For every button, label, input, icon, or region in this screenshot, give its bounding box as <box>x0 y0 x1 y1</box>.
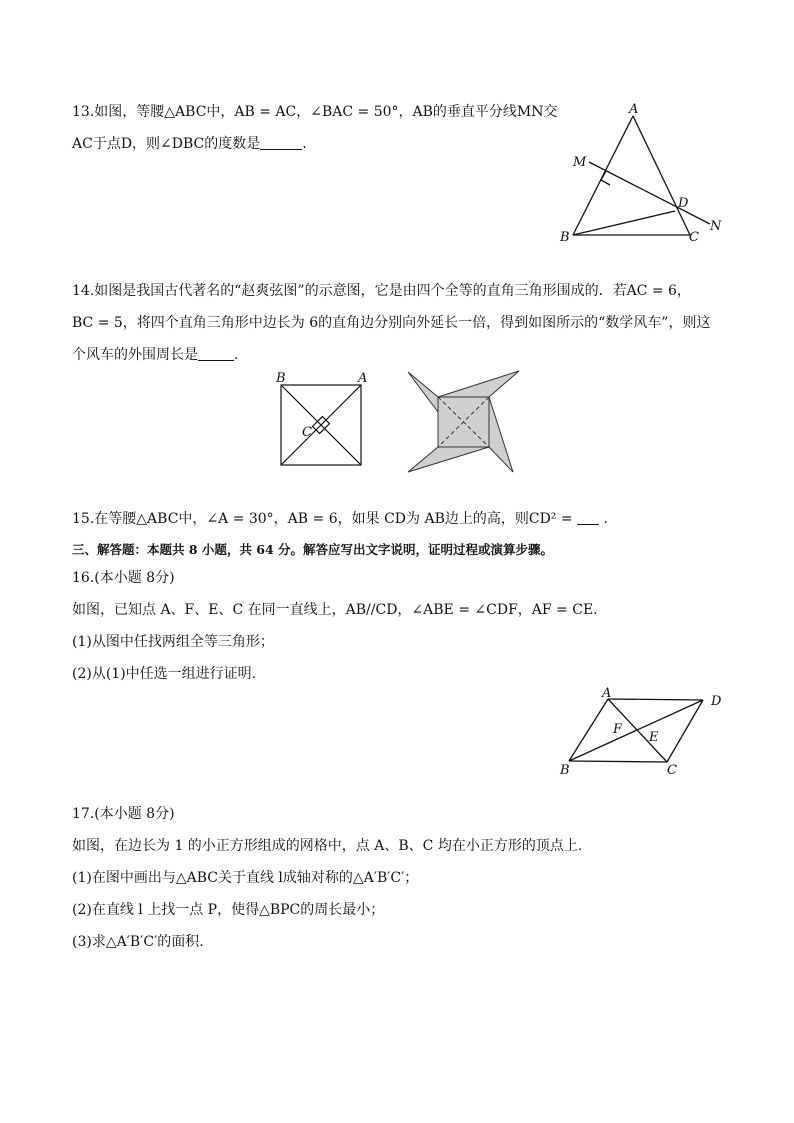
fig14-label-a: A <box>358 371 368 386</box>
q16-part2: (2)从(1)中任选一组进行证明. <box>72 666 257 682</box>
fig16-label-d: D <box>711 694 722 709</box>
q16-line1: 如图，已知点 A、F、E、C 在同一直线上，AB//CD，∠ABE = ∠CDF，AF = CE. <box>72 602 598 618</box>
fig14-label-b: B <box>276 371 286 386</box>
fig16-label-e: E <box>649 730 659 745</box>
q16-title: 16.(本小题 8分) <box>72 570 175 586</box>
q17-part2: (2)在直线 l 上找一点 P，使得△BPC的周长最小； <box>72 902 385 918</box>
q16-part1: (1)从图中任找两组全等三角形； <box>72 634 274 650</box>
q17-line1: 如图，在边长为 1 的小正方形组成的网格中，点 A、B、C 均在小正方形的顶点上. <box>72 838 583 854</box>
answer-blank-14[interactable] <box>198 346 234 361</box>
figure-14-math-windmill <box>402 368 527 478</box>
answer-blank-15[interactable] <box>577 510 599 525</box>
q14-line3 <box>72 345 238 365</box>
q14-line3-text: 个风车的外围周长是 <box>72 347 198 363</box>
q17-part3: (3)求△A′B′C′的面积. <box>72 934 204 950</box>
figure-13-triangle <box>555 98 735 248</box>
q17-title: 17.(本小题 8分) <box>72 806 175 822</box>
fig16-label-c: C <box>667 763 677 777</box>
section-3-heading: 三、解答题：本题共 8 小题，共 64 分。解答应写出文字说明，证明过程或演算步骤。 <box>72 542 554 557</box>
q15-text: 15.在等腰△ABC中，∠A = 30°，AB = 6，如果 CD为 AB边上的高，则CD² = <box>72 511 573 527</box>
fig13-label-m: M <box>573 155 587 170</box>
q14-line2: BC = 5，将四个直角三角形中边长为 6的直角边分别向外延长一倍，得到如图所示的“数学风车”，则这 <box>72 315 711 331</box>
q15-line <box>72 509 608 529</box>
q13-line2-end: . <box>302 136 307 152</box>
q14-line1: 14.如图是我国古代著名的“赵爽弦图”的示意图，它是由四个全等的直角三角形围成的．若AC = 6， <box>72 283 691 299</box>
fig16-label-f: F <box>613 722 623 737</box>
fig13-label-b: B <box>560 230 570 245</box>
q13-line2-text: AC于点D，则∠DBC的度数是 <box>72 136 261 152</box>
q15-end: . <box>603 511 608 527</box>
fig13-label-a: A <box>629 102 639 117</box>
fig13-label-d: D <box>678 196 689 211</box>
fig16-label-b: B <box>560 763 570 777</box>
fig14-label-c: C <box>302 425 312 440</box>
q14-line3-end: . <box>234 347 239 363</box>
q13-line2 <box>72 134 307 154</box>
figure-14-zhao-shuang-diagram <box>270 368 380 473</box>
figure-16-parallelogram <box>555 685 730 777</box>
fig13-label-c: C <box>689 230 699 245</box>
fig13-label-n: N <box>710 219 722 234</box>
fig16-label-a: A <box>602 686 612 701</box>
q17-part1: (1)在图中画出与△ABC关于直线 l成轴对称的△A′B′C′； <box>72 870 419 886</box>
q13-line1: 13.如图，等腰△ABC中，AB = AC，∠BAC = 50°，AB的垂直平分线MN交 <box>72 104 558 120</box>
answer-blank-13[interactable] <box>260 135 302 150</box>
